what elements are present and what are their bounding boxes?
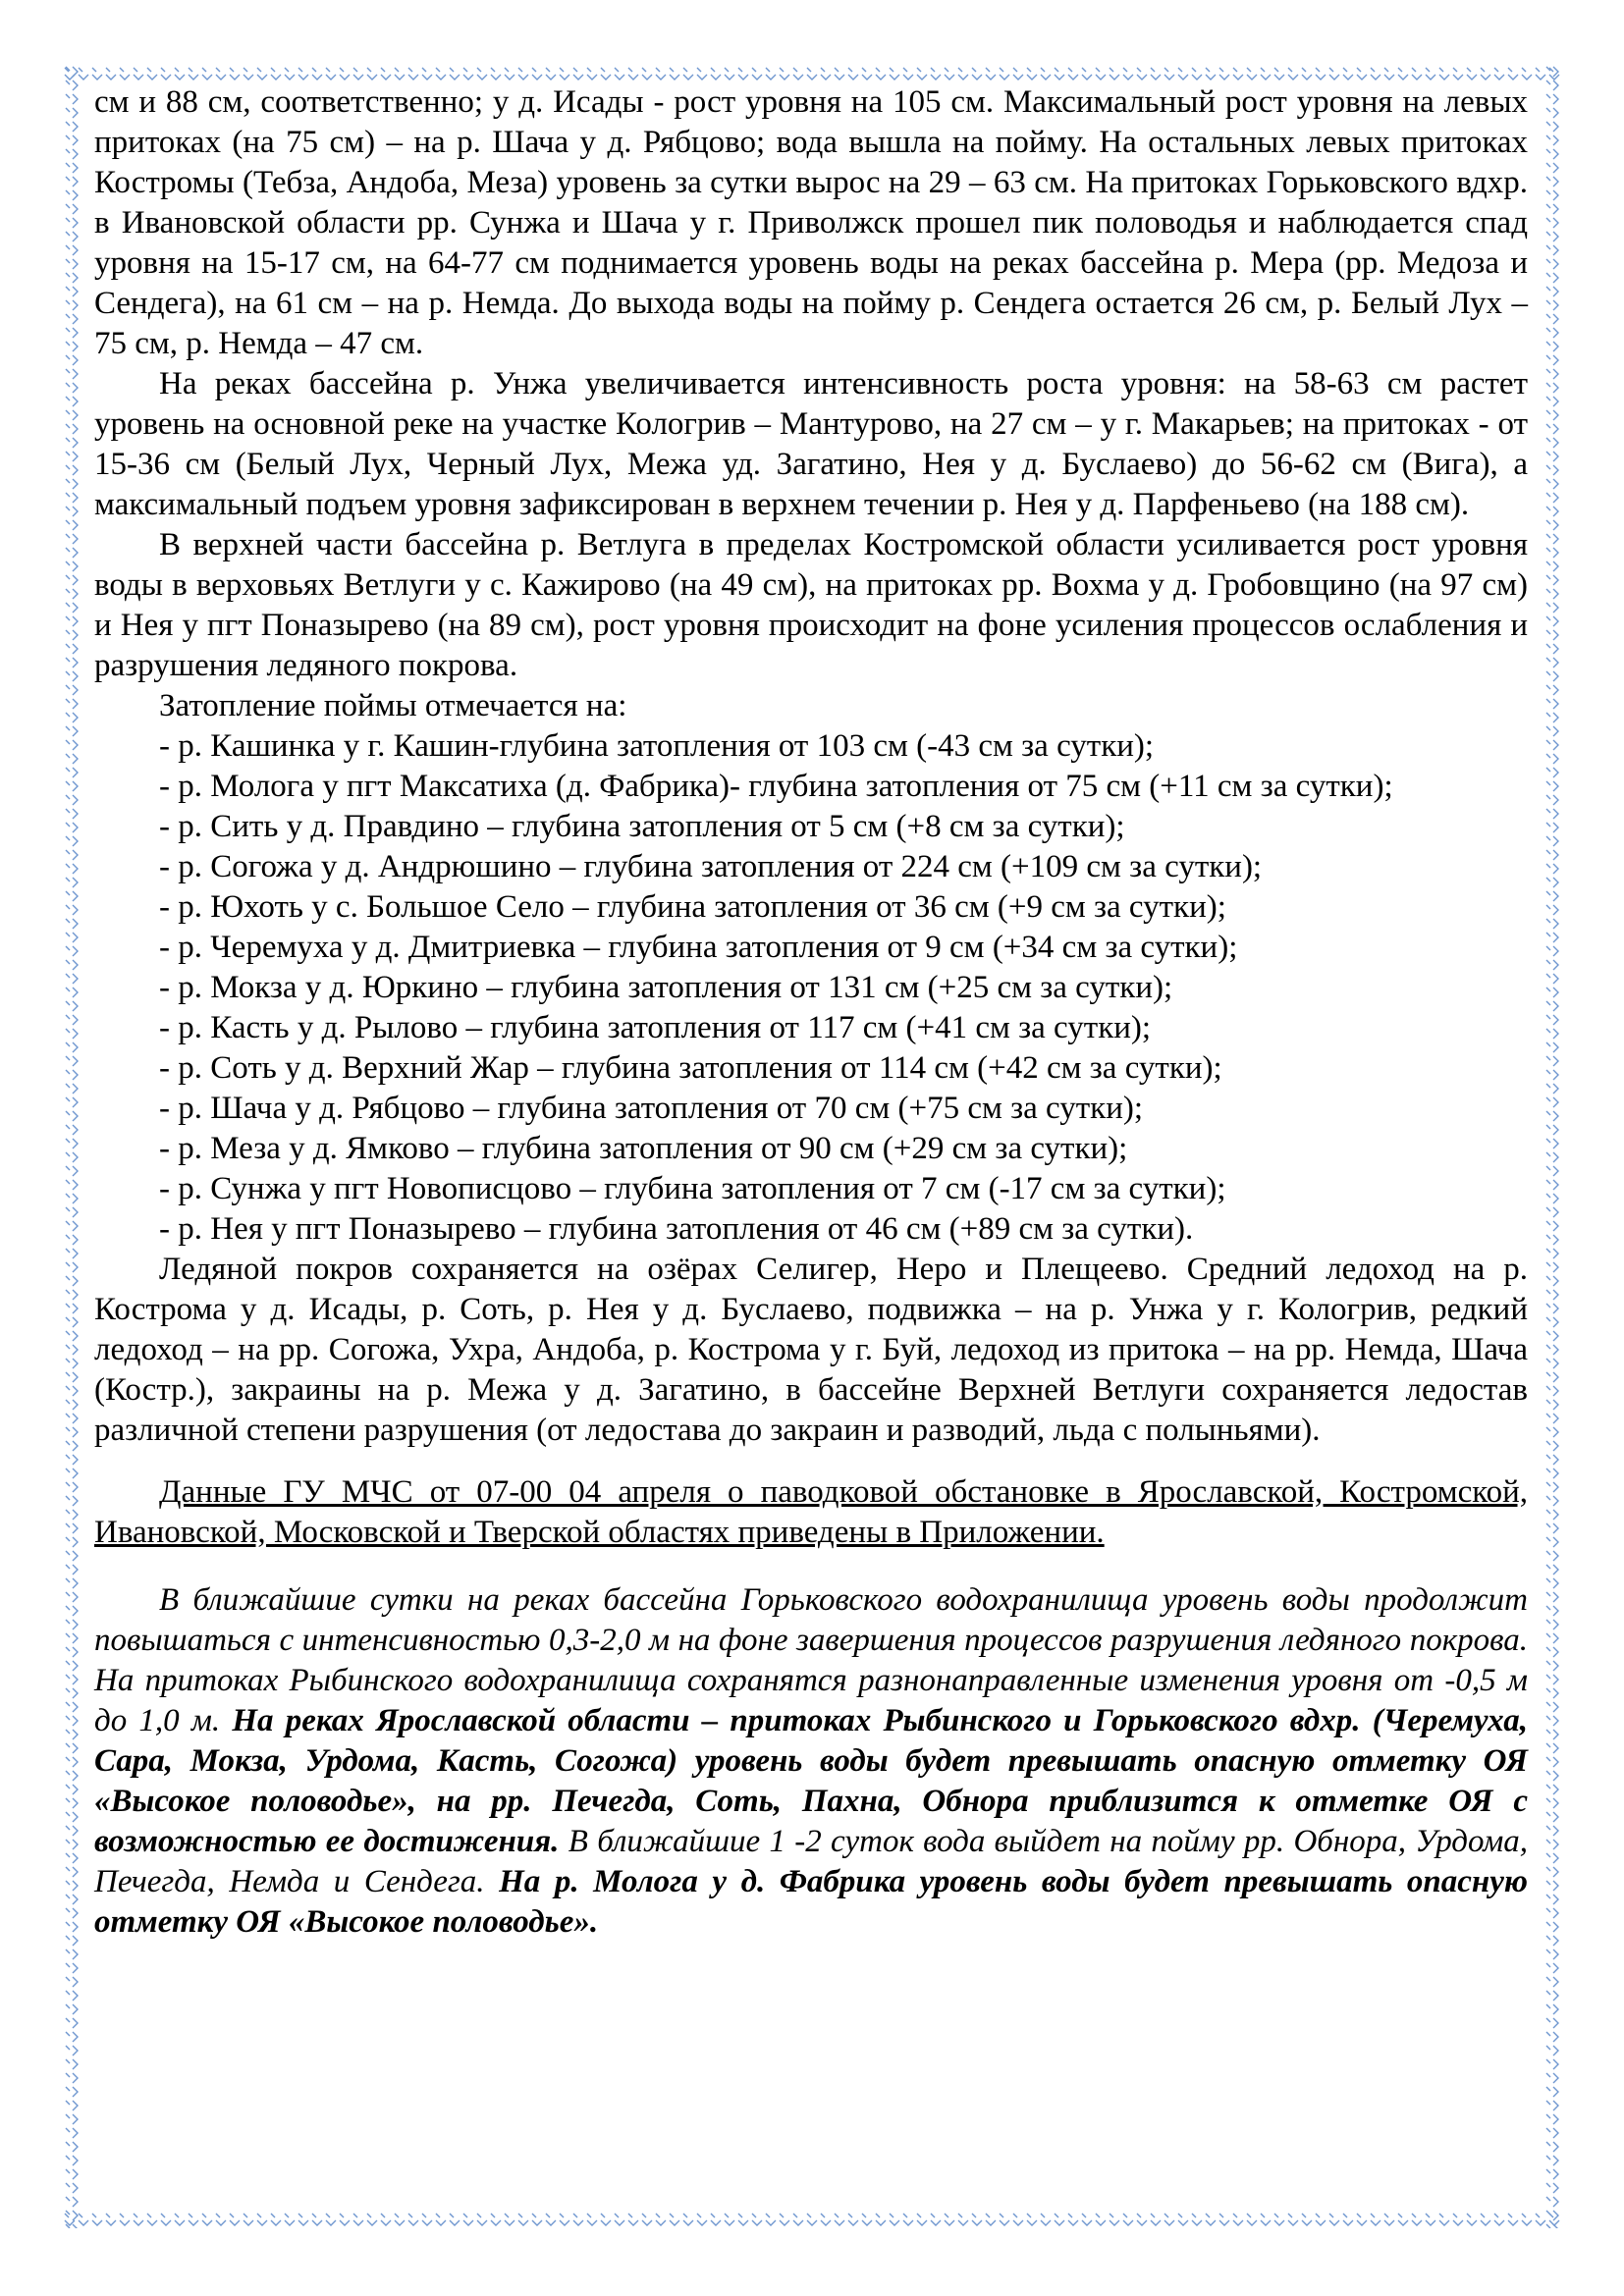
flood-list-item xyxy=(94,847,1528,887)
text-run: - р. Молога у пгт Максатиха (д. Фабрика)- глубина затопления от 75 см (+11 см за сутки); xyxy=(159,769,1393,804)
p-mchs-data xyxy=(94,1472,1528,1553)
text-run: На реках Ярославской области – притоках Рыбинского и Горьковского вдхр. (Черемуха, Сара, Мокза, Урдома, Касть, Согожа) уровень воды будет превышать опасную отметку ОЯ «Высокое половодье», на рр. Печегда, Соть, Пахна, Обнора приблизится к отметке ОЯ с возможностью ее достижения. xyxy=(94,1703,1528,1859)
text-run: - р. Кашинка у г. Кашин-глубина затопления от 103 см (-43 см за сутки); xyxy=(159,728,1155,764)
p-forecast xyxy=(94,1580,1528,1943)
flood-list-item xyxy=(94,1129,1528,1169)
text-run: В верхней части бассейна р. Ветлуга в пределах Костромской области усиливается рост уровня воды в верховьях Ветлуги у с. Кажирово (на 49 см), на притоках рр. Вохма у д. Гробовщино (на 97 см) и Нея у пгт Поназырево (на 89 см), рост уровня происходит на фоне усиления процессов ослабления и разрушения ледяного покрова. xyxy=(94,527,1528,683)
page-border-left-edge xyxy=(63,65,81,2228)
page-border-bottom-edge xyxy=(63,2211,1561,2228)
flood-list-item xyxy=(94,726,1528,767)
flood-list-item xyxy=(94,807,1528,847)
flood-list-item xyxy=(94,1008,1528,1048)
text-run: - р. Согожа у д. Андрюшино – глубина затопления от 224 см (+109 см за сутки); xyxy=(159,849,1263,884)
text-run: Затопление поймы отмечается на: xyxy=(159,688,627,723)
text-run: - р. Нея у пгт Поназырево – глубина затопления от 46 см (+89 см за сутки). xyxy=(159,1211,1194,1247)
text-run: Ледяной покров сохраняется на озёрах Селигер, Неро и Плещеево. Средний ледоход на р. Кострома у д. Исады, р. Соть, р. Нея у д. Буслаево, подвижка – на р. Унжа у г. Кологрив, редкий ледоход – на рр. Согожа, Ухра, Андоба, р. Кострома у г. Буй, ледоход из притока – на рр. Немда, Шача (Костр.), закраины на р. Межа у д. Загатино, в бассейне Верхней Ветлуги сохраняется ледостав различной степени разрушения (от ледостава до закраин и разводий, льда с полыньями). xyxy=(94,1252,1528,1448)
flood-list-item xyxy=(94,887,1528,928)
text-run: - р. Сунжа у пгт Новописцово – глубина затопления от 7 см (-17 см за сутки); xyxy=(159,1171,1226,1206)
flood-list-item xyxy=(94,968,1528,1008)
text-run: - р. Касть у д. Рылово – глубина затопления от 117 см (+41 см за сутки); xyxy=(159,1010,1152,1045)
text-run: В ближайшие 1 -2 суток вода выйдет на пойму рр. Обнора, Урдома, Печегда, Немда и Сендега. xyxy=(94,1824,1528,1899)
text-run: На реках бассейна р. Унжа увеличивается интенсивность роста уровня: на 58-63 см растет уровень на основной реке на участке Кологрив – Мантурово, на 27 см – у г. Макарьев; на притоках - от 15-36 см (Белый Лух, Черный Лух, Межа уд. Загатино, Нея у д. Буслаево) до 56-62 см (Вига), а максимальный подъем уровня зафиксирован в верхнем течении р. Нея у д. Парфеньево (на 188 см). xyxy=(94,366,1528,522)
text-run: - р. Шача у д. Рябцово – глубина затопления от 70 см (+75 см за сутки); xyxy=(159,1091,1144,1126)
p-continuation xyxy=(94,82,1528,364)
flood-list-item xyxy=(94,1089,1528,1129)
text-run: В ближайшие сутки на реках бассейна Горьковского водохранилища уровень воды продолжит повышаться с интенсивностью 0,3-2,0 м на фоне завершения процессов разрушения ледяного покрова. На притоках Рыбинского водохранилища сохранятся разнонаправленные изменения уровня от -0,5 м до 1,0 м. xyxy=(94,1582,1528,1738)
text-run: - р. Сить у д. Правдино – глубина затопления от 5 см (+8 см за сутки); xyxy=(159,809,1125,844)
text-run: - р. Черемуха у д. Дмитриевка – глубина затопления от 9 см (+34 см за сутки); xyxy=(159,930,1238,965)
document-body xyxy=(94,82,1528,1943)
flood-list-item xyxy=(94,1048,1528,1089)
text-run: - р. Соть у д. Верхний Жар – глубина затопления от 114 см (+42 см за сутки); xyxy=(159,1050,1222,1086)
text-run: - р. Мокза у д. Юркино – глубина затопления от 131 см (+25 см за сутки); xyxy=(159,970,1173,1005)
flood-list-item xyxy=(94,1209,1528,1250)
text-run: - р. Меза у д. Ямково – глубина затопления от 90 см (+29 см за сутки); xyxy=(159,1131,1128,1166)
text-run: На р. Молога у д. Фабрика уровень воды будет превышать опасную отметку ОЯ «Высокое половодье». xyxy=(94,1864,1528,1940)
flood-list-item xyxy=(94,1169,1528,1209)
page-border-right-edge xyxy=(1543,65,1561,2228)
flood-list-item xyxy=(94,767,1528,807)
text-run: - р. Юхоть у с. Большое Село – глубина затопления от 36 см (+9 см за сутки); xyxy=(159,889,1226,925)
flood-list-item xyxy=(94,928,1528,968)
p-unzha-basin xyxy=(94,364,1528,525)
page-border-top-edge xyxy=(63,65,1561,82)
text-run: см и 88 см, соответственно; у д. Исады - рост уровня на 105 см. Максимальный рост уровня на левых притоках (на 75 см) – на р. Шача у д. Рябцово; вода вышла на пойму. На остальных левых притоках Костромы (Тебза, Андоба, Меза) уровень за сутки вырос на 29 – 63 см. На притоках Горьковского вдхр. в Ивановской области рр. Сунжа и Шача у г. Приволжск прошел пик половодья и наблюдается спад уровня на 15-17 см, на 64-77 см поднимается уровень воды на реках бассейна р. Мера (рр. Медоза и Сендега), на 61 см – на р. Немда. До выхода воды на пойму р. Сендега остается 26 см, р. Белый Лух – 75 см, р. Немда – 47 см. xyxy=(94,84,1528,361)
p-flood-intro xyxy=(94,686,1528,726)
p-ice-cover xyxy=(94,1250,1528,1451)
p-vetluga-basin xyxy=(94,525,1528,686)
text-run: Данные ГУ МЧС от 07-00 04 апреля о паводковой обстановке в Ярославской, Костромской, Ивановской, Московской и Тверской областях приведены в Приложении. xyxy=(94,1474,1528,1550)
